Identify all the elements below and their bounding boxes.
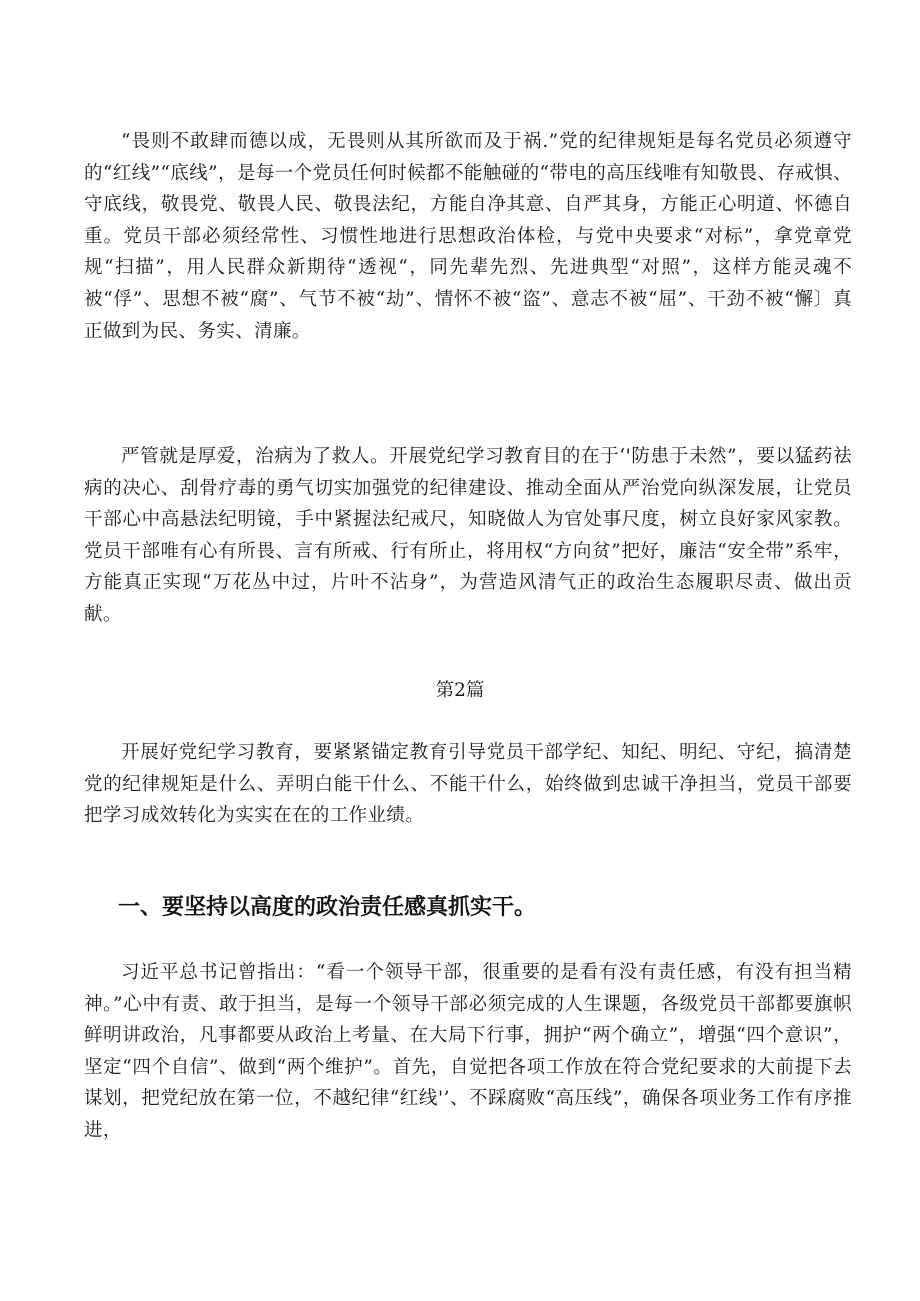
section-heading: 一、要坚持以高度的政治责任感真抓实干。 [118,895,537,920]
paragraph-discipline-awe: “畏则不敢肆而德以成，无畏则从其所欲而及于祸.”党的纪律规矩是每名党员必须遵守的“红线”“底线”，是每一个党员任何时候都不能触碰的“带电的高压线唯有知敬畏、存戒惧、守底线，敬畏党、敬畏人民、敬畏法纪，方能自净其意、自严其身，方能正心明道、怀德自重。党员干部必须经常性、习惯性地进行思想政治体检，与党中央要求“对标”，拿党章党规“扫描”，用人民群众新期待“透视“，同先辈先烈、先进典型“对照”，这样方能灵魂不被“俘”、思想不被“腐”、气节不被“劫”、情怀不被“盗”、意志不被“屈”、干劲不被“懈〕真正做到为民、务实、清廉。 [84,131,852,342]
section-title: 第2篇 [435,680,485,701]
paragraph-strict-management: 严管就是厚爱，治病为了救人。开展党纪学习教育目的在于‘'防患于未然”，要以猛药祛病的决心、刮骨疗毒的勇气切实加强党的纪律建设、推动全面从严治党向纵深发展，让党员干部心中高悬法纪明镜，手中紧握法纪戒尺，知晓做人为官处事尺度，树立良好家风家教。党员干部唯有心有所畏、言有所戒、行有所止，将用权“方向贫”把好，廉洁“安全带”系牢，方能真正实现“万花丛中过，片叶不沾身”，为营造风清气正的政治生态履职尽责、做出贡献。 [84,446,852,625]
paragraph-responsibility: 习近平总书记曾指出：“看一个领导干部，很重要的是看有没有责任感，有没有担当精神。”心中有责、敢于担当，是每一个领导干部必须完成的人生课题，各级党员干部都要旗帜鲜明讲政治，凡事都要从政治上考量、在大局下行事，拥护“两个确立”，增强“四个意识”，坚定“四个自信”、做到“两个维护”。首先，自觉把各项工作放在符合党纪要求的大前提下去谋划，把党纪放在第一位，不越纪律“红线'’、不踩腐败“高压线”，确保各项业务工作有序推进， [84,962,852,1141]
paragraph-education-intro: 开展好党纪学习教育，要紧紧锚定教育引导党员干部学纪、知纪、明纪、守纪，搞清楚党的纪律规矩是什么、弄明白能干什么、不能干什么，始终做到忠诚干净担当，党员干部要把学习成效转化为实实在在的工作业绩。 [84,742,852,827]
